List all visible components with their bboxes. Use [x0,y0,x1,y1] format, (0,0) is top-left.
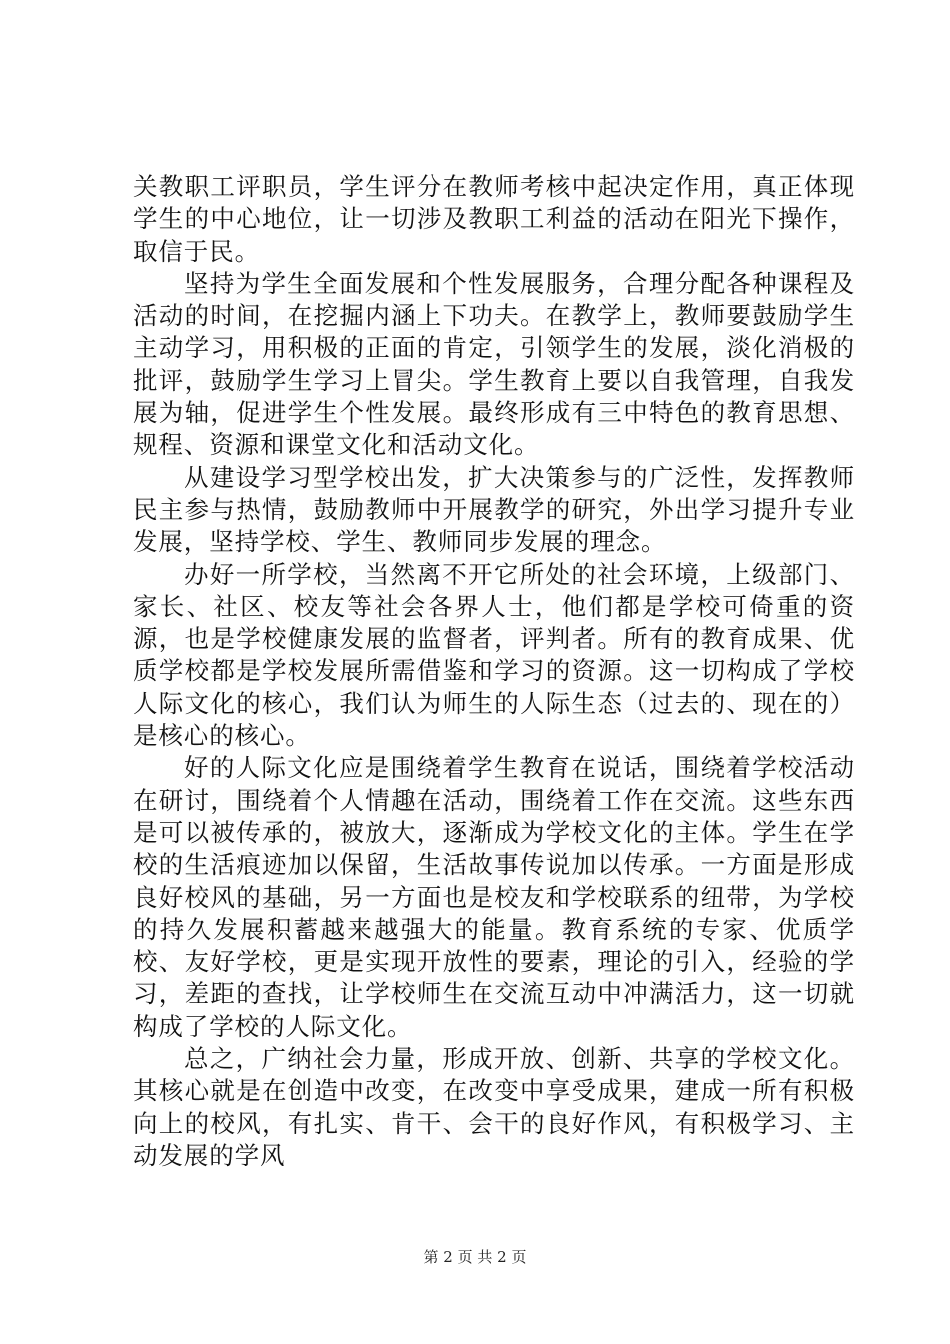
document-body [133,171,855,1172]
paragraph-continued: 关教职工评职员，学生评分在教师考核中起决定作用，真正体现学生的中心地位，让一切涉及教职工利益的活动在阳光下操作，取信于民。 [133,172,855,266]
paragraph-student-development: 坚持为学生全面发展和个性发展服务，合理分配各种课程及活动的时间，在挖掘内涵上下功夫。在教学上，教师要鼓励学生主动学习，用积极的正面的肯定，引领学生的发展，淡化消极的批评，鼓励学生学习上冒尖。学生教育上要以自我管理，自我发展为轴，促进学生个性发展。最终形成有三中特色的教育思想、规程、资源和课堂文化和活动文化。 [133,268,855,460]
paragraph-learning-school: 从建设学习型学校出发，扩大决策参与的广泛性，发挥教师民主参与热情，鼓励教师中开展教学的研究，外出学习提升专业发展，坚持学校、学生、教师同步发展的理念。 [133,462,855,557]
paragraph-interpersonal-culture: 好的人际文化应是围绕着学生教育在说话，围绕着学校活动在研讨，围绕着个人情趣在活动，围绕着工作在交流。这些东西是可以被传承的，被放大，逐渐成为学校文化的主体。学生在学校的生活痕迹加以保留，生活故事传说加以传承。一方面是形成良好校风的基础，另一方面也是校友和学校联系的纽带，为学校的持久发展积蓄越来越强大的能量。教育系统的专家、优质学校、友好学校，更是实现开放性的要素，理论的引入，经验的学习，差距的查找，让学校师生在交流互动中冲满活力，这一切就构成了学校的人际文化。 [133,753,855,1041]
paragraph-social-environment: 办好一所学校，当然离不开它所处的社会环境，上级部门、家长、社区、校友等社会各界人士，他们都是学校可倚重的资源，也是学校健康发展的监督者，评判者。所有的教育成果、优质学校都是学校发展所需借鉴和学习的资源。这一切构成了学校人际文化的核心，我们认为师生的人际生态（过去的、现在的）是核心的核心。 [133,559,855,751]
page-number-footer: 第 2 页 共 2 页 [423,1248,527,1266]
paragraph-conclusion: 总之，广纳社会力量，形成开放、创新、共享的学校文化。其核心就是在创造中改变，在改变中享受成果，建成一所有积极向上的校风，有扎实、肯干、会干的良好作风，有积极学习、主动发展的学风 [133,1044,855,1170]
